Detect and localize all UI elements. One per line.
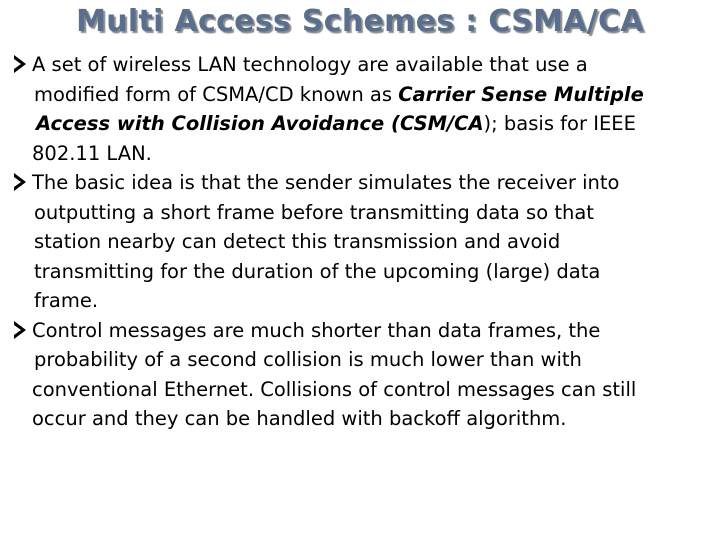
body-text: station nearby can detect this transmission and avoid — [34, 230, 561, 253]
bullet-item — [12, 168, 712, 316]
bullet-list — [12, 50, 712, 434]
body-text: transmitting for the duration of the upcoming (large) data — [34, 259, 601, 283]
arrow-bullet-icon — [14, 55, 26, 73]
body-text: A set of wireless LAN technology are available that use a — [32, 53, 588, 76]
bullet-line — [32, 109, 712, 139]
emphasized-text: Access with Collision Avoidance (CSM/CA — [36, 112, 484, 135]
bullet-line — [32, 316, 712, 346]
bullet-line — [32, 50, 712, 80]
body-text: frame. — [34, 289, 99, 312]
body-text: 802.11 LAN. — [32, 141, 152, 165]
body-text: occur and they can be handled with backoff algorithm. — [32, 407, 567, 430]
body-text: outputting a short frame before transmitting data so that — [34, 200, 594, 224]
bullet-item — [12, 50, 712, 168]
bullet-line — [32, 286, 712, 316]
bullet-line — [32, 375, 712, 405]
emphasized-text: Carrier Sense Multiple — [398, 82, 644, 106]
bullet-line — [32, 168, 712, 198]
bullet-line — [32, 345, 712, 375]
body-text: conventional Ethernet. Collisions of control messages can still — [32, 377, 637, 401]
bullet-line — [32, 198, 712, 228]
bullet-item — [12, 316, 712, 434]
bullet-line — [32, 227, 712, 257]
arrow-bullet-icon — [14, 173, 26, 191]
body-text: Control messages are much shorter than data frames, the — [32, 318, 601, 342]
bullet-line — [32, 404, 712, 434]
slide-title: Multi Access Schemes : CSMA/CA — [76, 4, 644, 39]
arrow-bullet-icon — [14, 321, 26, 339]
bullet-line — [32, 80, 712, 110]
bullet-line — [32, 257, 712, 287]
body-text: ); basis for IEEE — [483, 112, 636, 135]
body-text: probability of a second collision is much lower than with — [34, 348, 582, 371]
body-text: The basic idea is that the sender simulates the receiver into — [32, 171, 620, 194]
body-text: modified form of CSMA/CD known as — [34, 82, 399, 106]
bullet-line — [32, 139, 712, 169]
